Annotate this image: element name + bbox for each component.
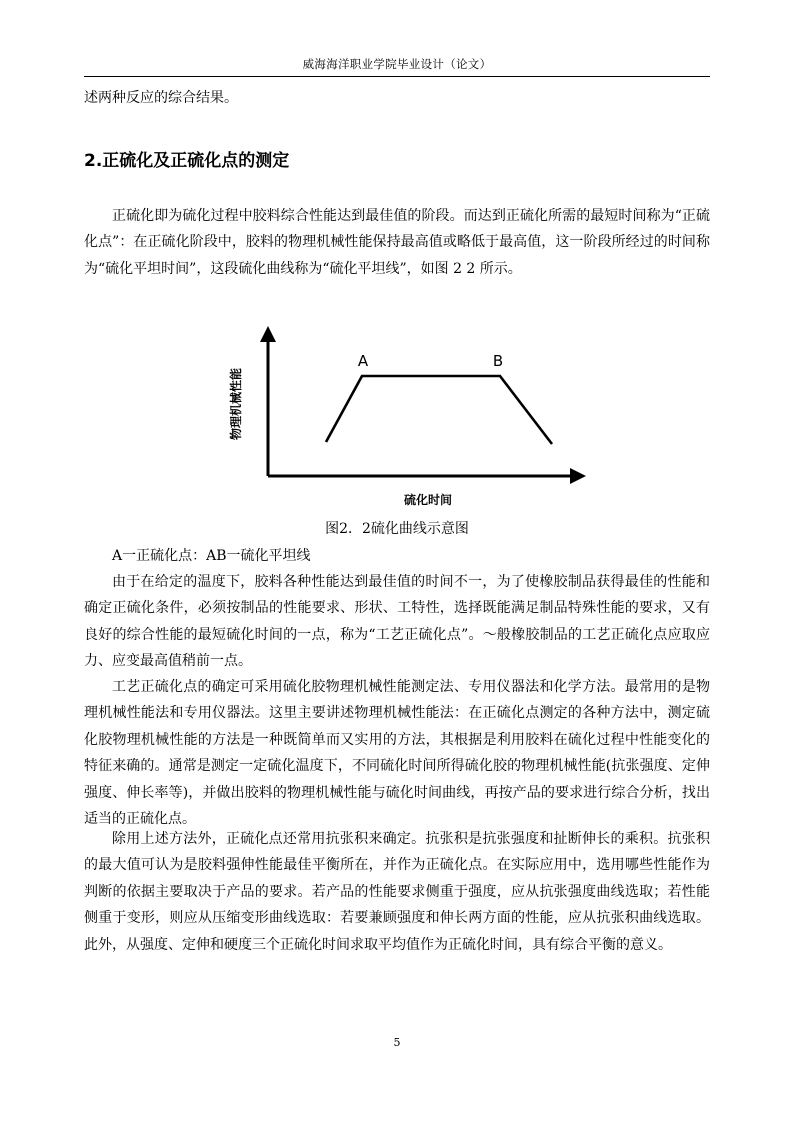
- running-header: 威海海洋职业学院毕业设计（论文）: [302, 57, 492, 71]
- paragraph: 除用上述方法外，正硫化点还常用抗张积来确定。抗张积是抗张强度和扯断伸长的乘积。抗张积的最大值可认为是胶料强伸性能最佳平衡所在，并作为正硫化点。在实际应用中，选用哪些性能作为判断的依据主要取决于产品的要求。若产品的性能要求侧重于强度，应从抗张强度曲线选取；若性能侧重于变形，则应从压缩变形曲线选取：若要兼顾强度和伸长两方面的性能，应从抗张积曲线选取。此外，从强度、定伸和硬度三个正硫化时间求取平均值作为正硫化时间，具有综合平衡的意义。: [84, 831, 710, 953]
- vulcanization-curve-diagram: [228, 324, 590, 512]
- point-a-label: A: [357, 352, 369, 370]
- paragraph: 由于在给定的温度下，胶料各种性能达到最佳值的时间不一，为了使橡胶制品获得最佳的性能和确定正硫化条件，必须按制品的性能要求、形状、工特性，选择既能满足制品特殊性能的要求，又有良好的综合性能的最短硫化时间的一点，称为“工艺正硫化点”。～般橡胶制品的工艺正硫化点应取应力、应变最高值稍前一点。: [84, 574, 710, 670]
- section-heading: 2.正硫化及正硫化点的测定: [84, 151, 290, 171]
- header-rule: [84, 76, 710, 77]
- y-axis-arrowhead: [260, 326, 276, 342]
- intro-line: 述两种反应的综合结果。: [84, 90, 238, 106]
- paragraph: 工艺正硫化点的确定可采用硫化胶物理机械性能测定法、专用仪器法和化学方法。最常用的是物理机械性能法和专用仪器法。这里主要讲述物理机械性能法：在正硫化点测定的各种方法中，测定硫化胶物理机械性能的方法是一种既简单而又实用的方法，其根据是利用胶料在硫化过程中性能变化的特征来确的。通常是测定一定硫化温度下，不同硫化时间所得硫化胶的物理机械性能(抗张强度、定伸强度、伸长率等)，并做出胶料的物理机械性能与硫化时间曲线，再按产品的要求进行综合分析，找出适当的正硫化点。: [84, 679, 710, 828]
- paragraph: 正硫化即为硫化过程中胶料综合性能达到最佳值的阶段。而达到正硫化所需的最短时间称为“正硫化点”：在正硫化阶段中，胶料的物理机械性能保持最高值或略低于最高值，这一阶段所经过的时间称为“硫化平坦时间”，这段硫化曲线称为“硫化平坦线”，如图 2 2 所示。: [84, 208, 710, 277]
- y-axis-label: 物理机械性能: [229, 367, 243, 441]
- vulcanization-curve: [326, 376, 552, 444]
- vulcanization-curve-figure: [228, 324, 590, 512]
- point-b-label: B: [492, 352, 504, 370]
- figure-caption: 图2．2硫化曲线示意图: [325, 521, 469, 537]
- x-axis-arrowhead: [570, 468, 586, 484]
- figure-legend-line: A一正硫化点：AB一硫化平坦线: [112, 548, 311, 564]
- page-number: 5: [393, 1036, 401, 1049]
- x-axis-label: 硫化时间: [403, 493, 453, 507]
